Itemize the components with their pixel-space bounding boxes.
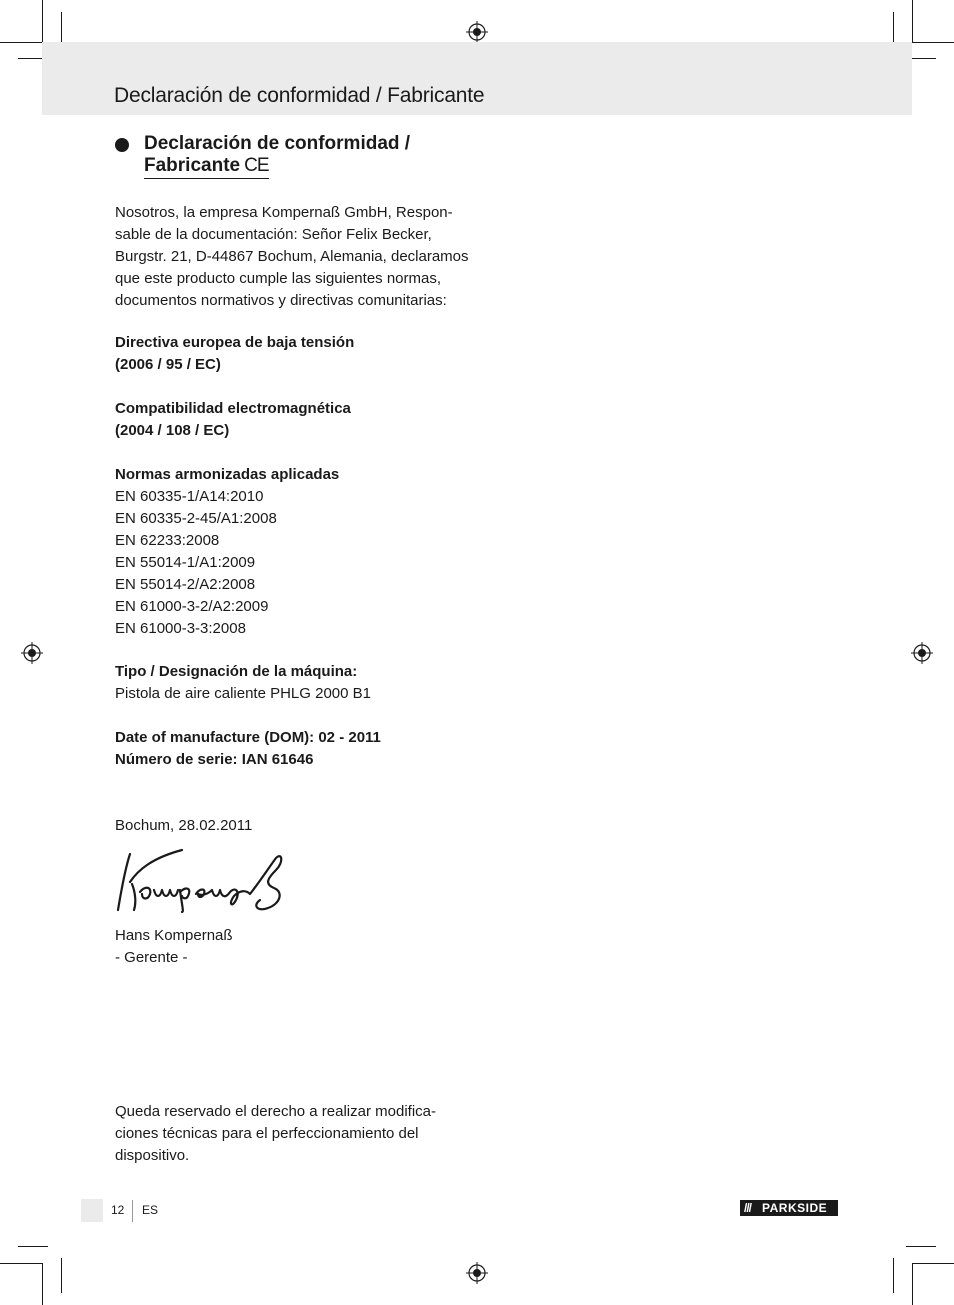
registration-mark-icon	[466, 21, 488, 43]
brand-logo	[740, 1200, 838, 1216]
crop-mark	[912, 0, 913, 42]
intro-paragraph: Nosotros, la empresa Kompernaß GmbH, Respon- sable de la documentación: Señor Felix Becker, Burgstr. 21, D-44867 Bochum, Alemania, declaramos que este producto cumple las siguientes normas, documentos normativos y directivas comunitarias:	[115, 204, 469, 309]
bullet-icon	[115, 138, 129, 152]
standards-heading: Normas armonizadas aplicadas	[115, 466, 340, 483]
ce-mark-icon: CE	[244, 155, 269, 176]
crop-mark	[912, 1263, 913, 1305]
registration-mark-icon	[466, 1262, 488, 1284]
page-number: 12	[111, 1203, 125, 1217]
page-title: Declaración de conformidad / Fabricante	[114, 84, 485, 107]
page-marker	[81, 1199, 103, 1222]
footer-divider	[132, 1200, 133, 1222]
standards-item: EN 55014-1/A1:2009	[115, 554, 256, 571]
brand-name: PARKSIDE	[762, 1201, 828, 1215]
standards-item: EN 55014-2/A2:2008	[115, 576, 256, 593]
intro-block	[115, 202, 475, 312]
disclaimer-block	[115, 1101, 475, 1167]
directive-low-voltage: Directiva europea de baja tensión (2006 / 95 / EC)	[115, 334, 355, 373]
registration-mark-icon	[911, 642, 933, 664]
place-date-block	[115, 815, 475, 837]
serial-number: Número de serie: IAN 61646	[115, 751, 314, 768]
section-heading-line2: Fabricante	[144, 155, 241, 176]
registration-mark-icon	[21, 642, 43, 664]
machine-value: Pistola de aire caliente PHLG 2000 B1	[115, 685, 371, 702]
brand-mark-icon: ///	[744, 1201, 752, 1215]
standards-item: EN 61000-3-2/A2:2009	[115, 598, 269, 615]
signatory-name: Hans Kompernaß	[115, 927, 233, 944]
crop-mark	[893, 1258, 894, 1293]
directive-low-voltage-block	[115, 332, 475, 376]
standards-block	[115, 464, 475, 640]
section-heading-line2-wrap	[144, 155, 269, 179]
crop-mark	[912, 1263, 954, 1264]
standards-item: EN 60335-1/A14:2010	[115, 488, 264, 505]
standards-item: EN 62233:2008	[115, 532, 220, 549]
page-language: ES	[142, 1203, 159, 1217]
crop-mark	[61, 1258, 62, 1293]
signatory-role: - Gerente -	[115, 949, 188, 966]
header-band	[42, 42, 912, 115]
disclaimer: Queda reservado el derecho a realizar modifica- ciones técnicas para el perfeccionamiento del dispositivo.	[115, 1103, 436, 1164]
directive-emc: Compatibilidad electromagnética (2004 / 108 / EC)	[115, 400, 351, 439]
manufacture-block	[115, 727, 475, 771]
crop-mark	[912, 42, 954, 43]
signatory-block	[115, 925, 475, 969]
standards-item: EN 60335-2-45/A1:2008	[115, 510, 277, 527]
section-heading	[144, 133, 484, 179]
crop-mark	[42, 0, 43, 42]
crop-mark	[42, 1263, 43, 1305]
directive-emc-block	[115, 398, 475, 442]
crop-mark	[18, 1246, 48, 1247]
crop-mark	[0, 42, 42, 43]
section-heading-line1: Declaración de conformidad /	[144, 133, 411, 154]
crop-mark	[906, 1246, 936, 1247]
signature-icon	[112, 846, 287, 914]
place-date: Bochum, 28.02.2011	[115, 817, 253, 834]
machine-heading: Tipo / Designación de la máquina:	[115, 663, 358, 680]
crop-mark	[0, 1263, 42, 1264]
manufacture-date: Date of manufacture (DOM): 02 - 2011	[115, 729, 381, 746]
machine-block	[115, 661, 475, 705]
standards-item: EN 61000-3-3:2008	[115, 620, 246, 637]
